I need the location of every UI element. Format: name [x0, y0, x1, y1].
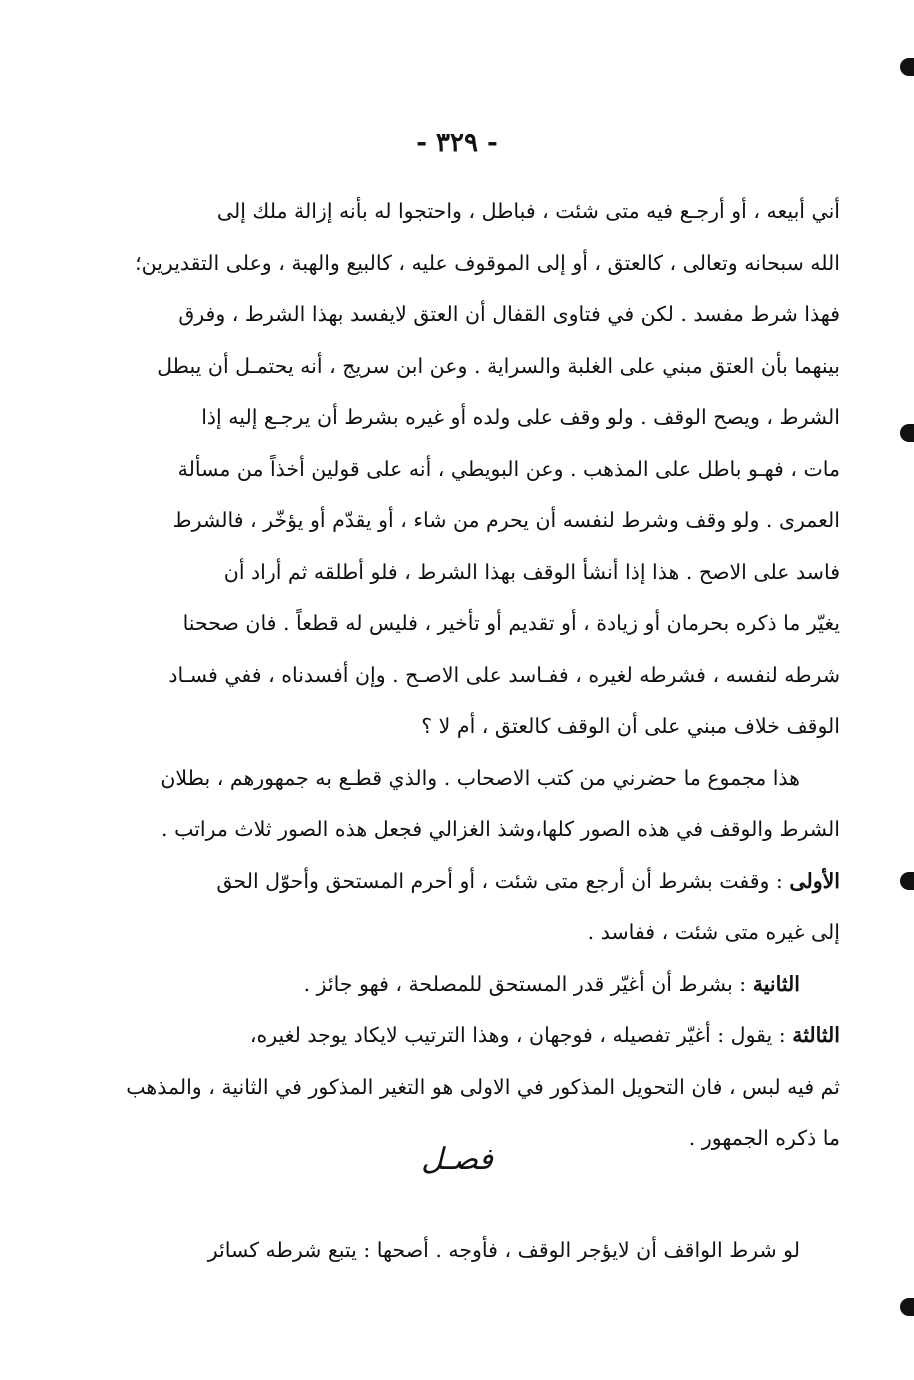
text-line: فاسد على الاصح . هذا إذا أنشأ الوقف بهذا الشرط ، فلو أطلقه ثم أراد أن: [223, 559, 840, 584]
text-line: شرطه لنفسه ، فشرطه لغيره ، ففـاسد على الاصـح . وإن أفسدناه ، ففي فسـاد: [168, 662, 840, 687]
page-edge-mark: [900, 1298, 914, 1316]
page-number: - ٣٢٩ -: [416, 128, 498, 158]
item-continuation: إلى غيره متى شئت ، ففاسد .: [587, 920, 840, 944]
text-line: يغيّر ما ذكره بحرمان أو زيادة ، أو تقديم أو تأخير ، فليس له قطعاً . فان صححنا: [182, 611, 840, 635]
item-third: [115, 1010, 840, 1062]
text-line: الوقف خلاف مبني على أن الوقف كالعتق ، أم لا ؟: [421, 714, 840, 738]
section-heading: فصـل: [421, 1142, 493, 1177]
item-continuation: ثم فيه لبس ، فان التحويل المذكور في الاولى هو التغير المذكور في الثانية ، والمذهب: [126, 1074, 840, 1099]
page-edge-mark: [900, 424, 914, 442]
page-edge-mark: [900, 58, 914, 76]
item-label: الثانية: [752, 971, 800, 996]
item-first: [115, 856, 840, 908]
item-text: : بشرط أن أغيّر قدر المستحق للمصلحة ، فهو جائز .: [303, 971, 747, 996]
text-line: فهذا شرط مفسد . لكن في فتاوى القفال أن العتق لايفسد بهذا الشرط ، وفرق: [178, 302, 840, 326]
paragraph-line: هذا مجموع ما حضرني من كتب الاصحاب . والذي قطـع به جمهورهم ، بطلان: [160, 765, 800, 790]
item-label: الأولى: [789, 868, 840, 893]
text-line: الشرط ، ويصح الوقف . ولو وقف على ولده أو غيره بشرط أن يرجـع إليه إذا: [201, 405, 840, 429]
paragraph-line: الشرط والوقف في هذه الصور كلها،وشذ الغزالي فجعل هذه الصور ثلاث مراتب .: [161, 817, 840, 841]
text-line: لو شرط الواقف أن لايؤجر الوقف ، فأوجه . أصحها : يتبع شرطه كسائر: [207, 1238, 800, 1262]
item-continuation: ما ذكره الجمهور .: [688, 1126, 840, 1150]
item-text: : يقول : أغيّر تفصيله ، فوجهان ، وهذا الترتيب لايكاد يوجد لغيره،: [249, 1023, 786, 1047]
item-text: : وقفت بشرط أن أرجع متى شئت ، أو أحرم المستحق وأحوّل الحق: [216, 868, 783, 893]
item-label: الثالثة: [792, 1023, 840, 1047]
item-second: [115, 959, 840, 1011]
text-line: مات ، فهـو باطل على المذهب . وعن البويطي ، أنه على قولين أخذاً من مسألة: [177, 456, 840, 481]
text-line: الله سبحانه وتعالى ، كالعتق ، أو إلى الموقوف عليه ، كالبيع والهبة ، وعلى التقديرين؛: [135, 250, 840, 275]
main-text-block: [115, 186, 840, 1165]
text-line: بينهما بأن العتق مبني على الغلبة والسراية . وعن ابن سريج ، أنه يحتمـل أن يبطل: [157, 353, 840, 378]
section-text-block: [115, 1225, 840, 1277]
text-line: العمرى . ولو وقف وشرط لنفسه أن يحرم من شاء ، أو يقدّم أو يؤخّر ، فالشرط: [172, 508, 840, 532]
text-line: أني أبيعه ، أو أرجـع فيه متى شئت ، فباطل ، واحتجوا له بأنه إزالة ملك إلى: [216, 199, 840, 223]
page-edge-mark: [900, 872, 914, 890]
